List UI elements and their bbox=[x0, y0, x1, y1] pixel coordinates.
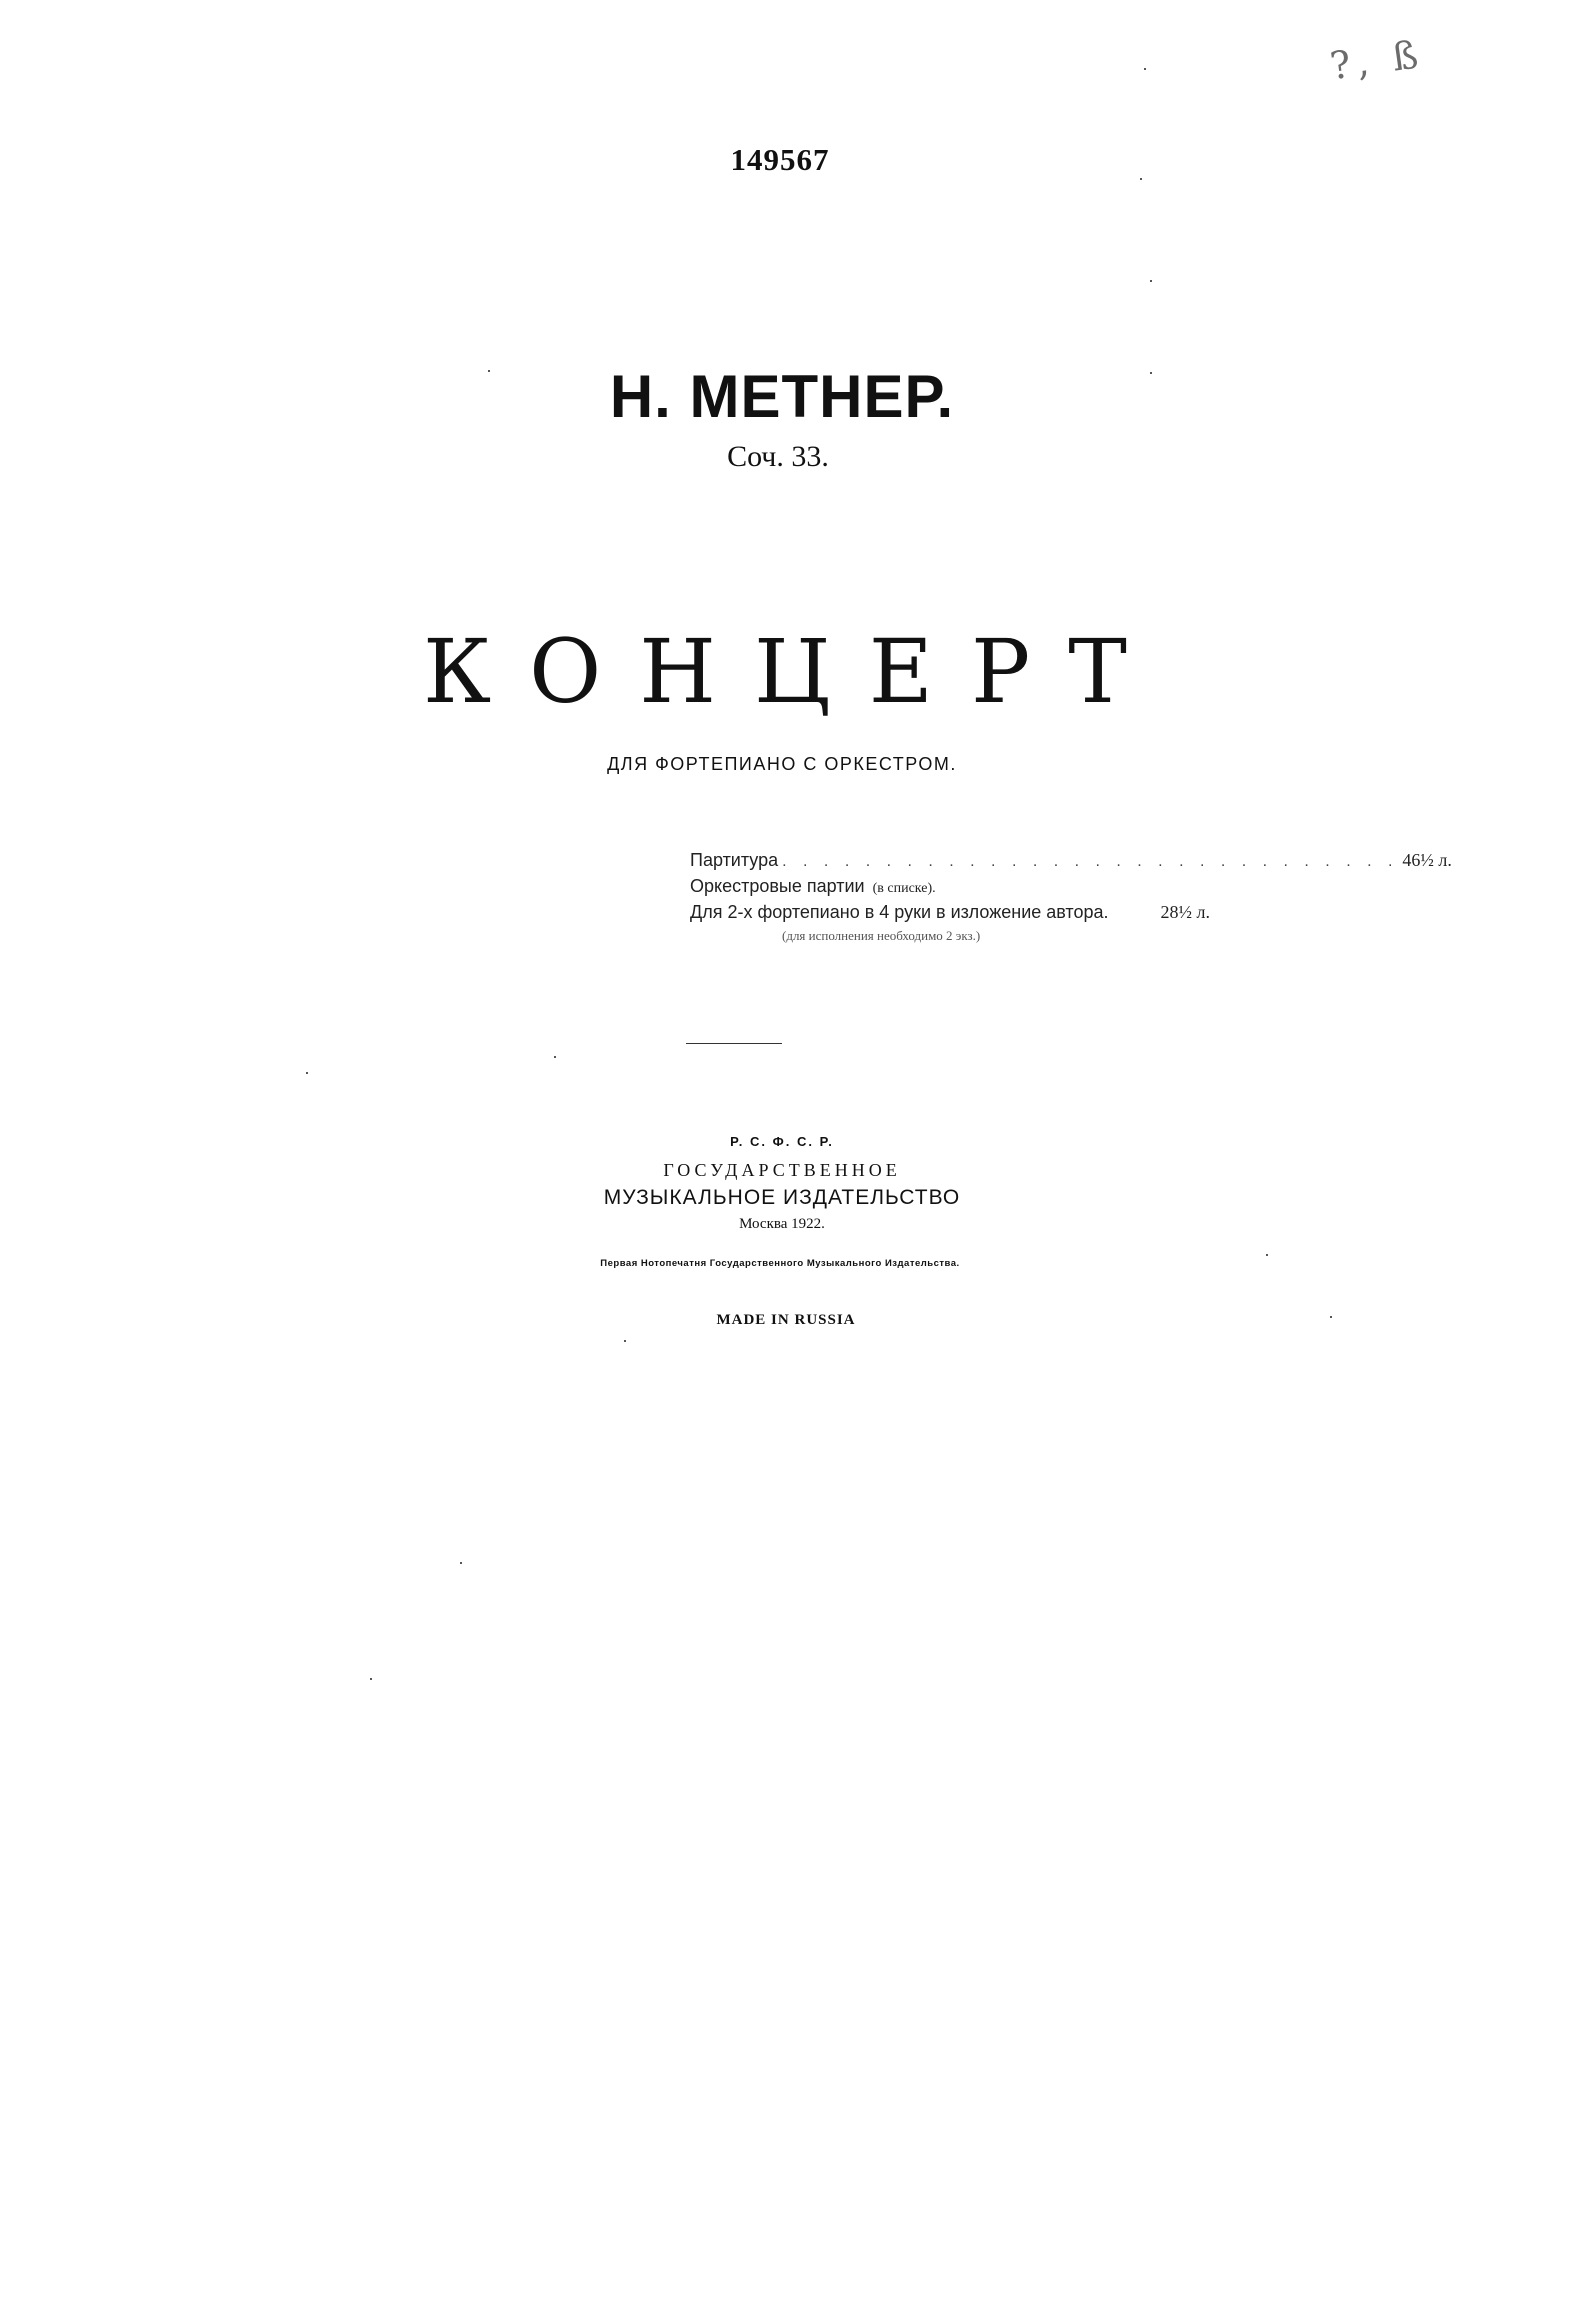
score-label: Партитура bbox=[690, 850, 779, 870]
price-row-score bbox=[690, 850, 1452, 876]
dot-leader: . . . . . . . . . . . . . . . . . . . . . . . . . . . . . . bbox=[782, 853, 1399, 870]
opus-number: Соч. 33. bbox=[727, 440, 829, 473]
two-piano-label: Для 2-х фортепиано в 4 руки в изложение автора. bbox=[690, 902, 1109, 922]
scan-speck bbox=[1150, 280, 1152, 282]
parts-note: (в списке). bbox=[872, 881, 936, 896]
scan-speck bbox=[1150, 372, 1152, 374]
catalog-number: 149567 bbox=[730, 142, 830, 177]
price-row-parts bbox=[690, 876, 1210, 902]
scan-speck bbox=[1140, 178, 1142, 180]
scan-speck bbox=[1144, 68, 1146, 70]
scan-speck bbox=[1330, 1316, 1332, 1318]
publisher-block bbox=[0, 1134, 1570, 1242]
handwritten-mark: ?, ß bbox=[1327, 31, 1427, 89]
publisher-abbrev: Р. С. Ф. С. Р. bbox=[730, 1134, 834, 1149]
score-price: 46½ л. bbox=[1402, 850, 1452, 870]
publisher-name: МУЗЫКАЛЬНОЕ ИЗДАТЕЛЬСТВО bbox=[603, 1186, 961, 1209]
scan-speck bbox=[460, 1562, 462, 1564]
scan-speck bbox=[370, 1678, 372, 1680]
publisher-city-year: Москва 1922. bbox=[739, 1216, 825, 1232]
scan-speck bbox=[488, 370, 490, 372]
divider-rule bbox=[686, 1043, 782, 1044]
two-piano-price: 28½ л. bbox=[1160, 902, 1210, 922]
scan-speck bbox=[306, 1072, 308, 1074]
made-in-line: MADE IN RUSSIA bbox=[716, 1312, 856, 1328]
price-list bbox=[690, 850, 1452, 952]
two-piano-note: (для исполнения необходимо 2 экз.) bbox=[782, 928, 981, 943]
scan-speck bbox=[1266, 1254, 1268, 1256]
composer-name: Н. МЕТНЕР. bbox=[609, 363, 955, 430]
scan-speck bbox=[624, 1340, 626, 1342]
work-title: КОНЦЕРТ bbox=[423, 620, 1165, 723]
work-subtitle: ДЛЯ ФОРТЕПИАНО С ОРКЕСТРОМ. bbox=[607, 754, 957, 774]
price-row-two-piano bbox=[690, 902, 1210, 928]
publisher-state: ГОСУДАРСТВЕННОЕ bbox=[663, 1160, 901, 1180]
printer-line: Первая Нотопечатня Государственного Музыкального Издательства. bbox=[600, 1258, 960, 1269]
parts-label: Оркестровые партии bbox=[690, 876, 865, 896]
scan-speck bbox=[554, 1056, 556, 1058]
